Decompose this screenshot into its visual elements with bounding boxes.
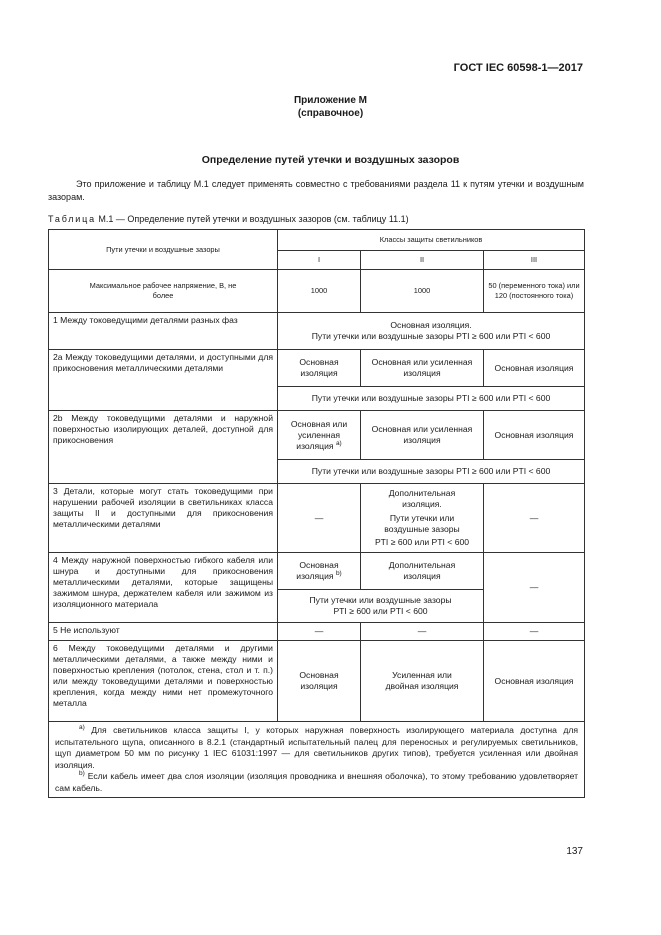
cell-class-1: Основная изоляция — [278, 350, 361, 387]
cell-text: Основная изоляция — [296, 560, 339, 581]
class-header-2: II — [361, 251, 484, 270]
table-row — [49, 484, 585, 553]
table-row — [49, 623, 585, 641]
cell-line: Пути утечки или воздушные зазоры — [384, 513, 460, 534]
cell-class-2: Основная или усиленная изоляция — [361, 350, 484, 387]
cell-class-2: Дополнительная изоляция — [361, 553, 484, 590]
footnote-b — [55, 771, 578, 794]
row-subvalue: Пути утечки или воздушные зазоры PTI ≥ 600 или PTI < 600 — [278, 590, 484, 623]
row-label: 2a Между токоведущими деталями, и доступными для прикосновения металлическими деталями — [49, 350, 278, 411]
row-value-line: Пути утечки или воздушные зазоры PTI ≥ 600 или PTI < 600 — [311, 331, 551, 341]
clearance-table — [48, 229, 585, 798]
footnote-ref-a: a) — [335, 439, 342, 447]
footnote-a — [55, 725, 578, 771]
row-label: 6 Между токоведущими деталями и другими металлическими деталями, а также между ними и поверхностью крепления (потолок, стена, стол и т. п.) или между токоведущими деталями и поверхностью крепления, когда между ними нет промежуточного металла — [49, 641, 278, 722]
standard-designation: ГОСТ IEC 60598-1—2017 — [453, 62, 583, 74]
voltage-class-2: 1000 — [361, 270, 484, 313]
classes-header: Классы защиты светильников — [278, 230, 585, 251]
cell-class-2: — — [361, 623, 484, 641]
cell-class-3: — — [484, 484, 585, 553]
row-subvalue: Пути утечки или воздушные зазоры PTI ≥ 600 или PTI < 600 — [278, 460, 585, 484]
table-row — [49, 313, 585, 350]
cell-class-1 — [278, 553, 361, 590]
voltage-label: Максимальное рабочее напряжение, В, не более — [49, 270, 278, 313]
cell-text: Основная или усиленная изоляция — [290, 418, 348, 451]
cell-class-3: — — [484, 623, 585, 641]
table-row — [49, 553, 585, 590]
row-label: 5 Не используют — [49, 623, 278, 641]
appendix-title: Приложение М — [293, 95, 368, 106]
page-number: 137 — [566, 846, 583, 857]
cell-class-2: Основная или усиленная изоляция — [361, 411, 484, 460]
row-label: 1 Между токоведущими деталями разных фаз — [49, 313, 278, 350]
table-row — [49, 411, 585, 460]
row-subvalue: Пути утечки или воздушные зазоры PTI ≥ 600 или PTI < 600 — [278, 387, 585, 411]
cell-class-3: Основная изоляция — [484, 411, 585, 460]
table-row — [49, 641, 585, 722]
cell-class-3: Основная изоляция — [484, 641, 585, 722]
class-header-1: I — [278, 251, 361, 270]
cell-class-3: — — [484, 553, 585, 623]
table-col-header: Пути утечки и воздушные зазоры — [49, 230, 278, 270]
footnote-ref-b: b) — [335, 570, 342, 578]
section-heading: Определение путей утечки и воздушных зазоров — [201, 154, 460, 166]
row-label: 3 Детали, которые могут стать токоведущими при нарушении рабочей изоляции в светильниках класса защиты II и доступными для прикосновения металлическими деталями — [49, 484, 278, 553]
footnote-a-mark: a) — [79, 724, 85, 732]
cell-line: Дополнительная изоляция. — [388, 488, 456, 509]
row-value — [278, 313, 585, 350]
cell-class-1: — — [278, 484, 361, 553]
voltage-class-3: 50 (переменного тока) или 120 (постоянного тока) — [484, 270, 585, 313]
table-notes-row — [49, 722, 585, 798]
cell-class-2: Усиленная или двойная изоляция — [361, 641, 484, 722]
cell-class-1: — — [278, 623, 361, 641]
table-notes — [49, 722, 585, 798]
appendix-subtitle: (справочное) — [297, 108, 364, 119]
footnote-a-text: Для светильников класса защиты I, у которых наружная поверхность изолирующего материала доступна для испытательного щупа, описанного в 8.2.1 (стандартный испытательный палец для переносных и регулируемых светильников, щуп диаметром 50 мм по рисунку 1 IEC 61031:1997 — для светильников других типов), требуется усиленная или двойная изоляция. — [55, 725, 579, 770]
appendix-block — [0, 94, 661, 120]
row-label: 4 Между наружной поверхностью гибкого кабеля или шнура и доступными для прикосновения металлическими деталями, которые защищены зажимом шнура, держателем кабеля или зажимом из изоляционного материала — [49, 553, 278, 623]
intro-paragraph: Это приложение и таблицу М.1 следует применять совместно с требованиями раздела 11 к путям утечки и воздушным зазорам. — [48, 179, 584, 202]
footnote-b-mark: b) — [79, 770, 85, 778]
cell-class-3: Основная изоляция — [484, 350, 585, 387]
cell-class-1: Основная изоляция — [278, 641, 361, 722]
cell-class-2 — [361, 484, 484, 553]
row-label: 2b Между токоведущими деталями и наружной поверхностью изолирующих деталей, доступной для прикосновения — [49, 411, 278, 484]
class-header-3: III — [484, 251, 585, 270]
table-row — [49, 350, 585, 387]
table-caption — [48, 214, 409, 224]
cell-class-1 — [278, 411, 361, 460]
voltage-class-1: 1000 — [278, 270, 361, 313]
footnote-b-text: Если кабель имеет два слоя изоляции (изоляция проводника и внешняя оболочка), то этому требованию удовлетворяет сам кабель. — [55, 771, 579, 793]
table-caption-prefix: Таблица — [48, 214, 96, 224]
table-caption-text: М.1 — Определение путей утечки и воздушных зазоров (см. таблицу 11.1) — [95, 214, 409, 224]
cell-line: PTI ≥ 600 или PTI < 600 — [374, 537, 470, 547]
row-value-line: Основная изоляция. — [390, 320, 472, 330]
